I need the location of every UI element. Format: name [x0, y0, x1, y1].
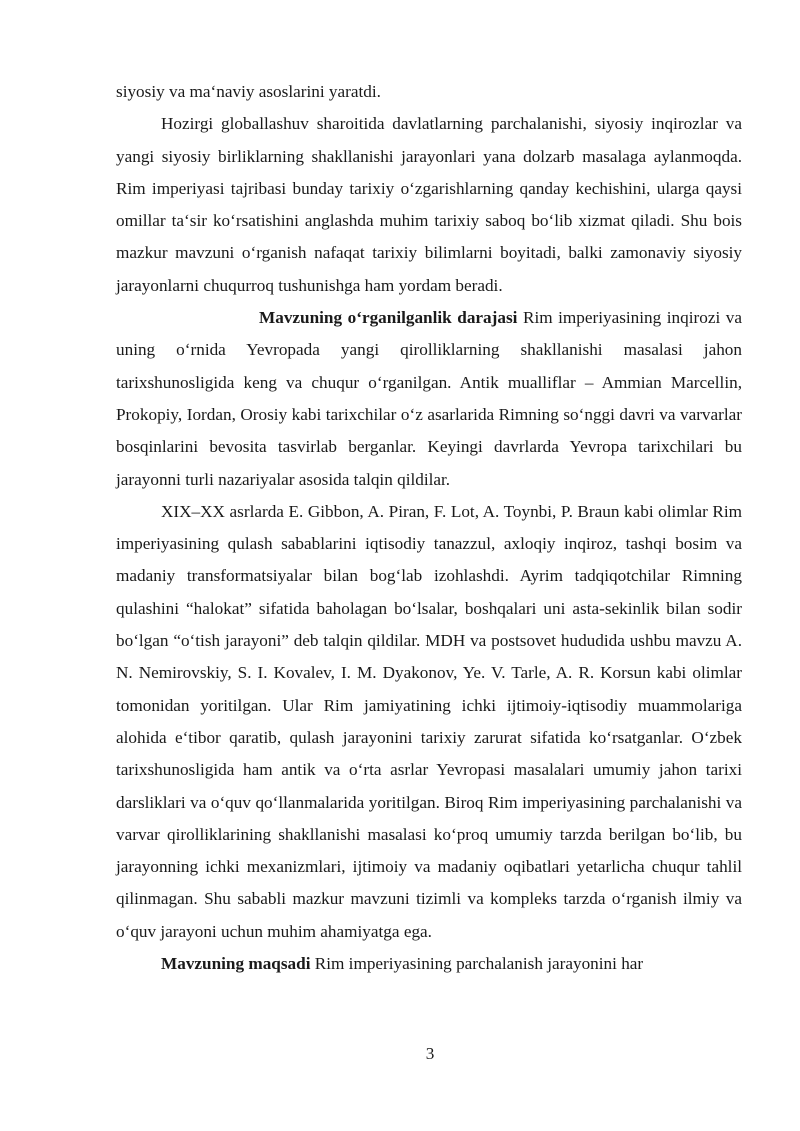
section-heading-inline: Mavzuning maqsadi — [161, 954, 311, 974]
paragraph-text: Hozirgi globallashuv sharoitida davlatlarning parchalanishi, siyosiy inqirozlar va yangi siyosiy birliklarning shakllanishi jarayonlari yana dolzarb masalaga aylanmoqda. Rim imperiyasi tajribasi bunday tarixiy o‘zgarishlarning qanday kechishini, ularga qaysi omillar ta‘sir ko‘rsatishini anglashda muhim tarixiy saboq bo‘lib xizmat qiladi. Shu bois mazkur mavzuni o‘rganish nafaqat tarixiy bilimlarni boyitadi, balki zamonaviy siyosiy jarayonlarni chuqurroq tushunishga ham yordam beradi. — [116, 114, 742, 295]
paragraph-research-degree — [116, 302, 742, 496]
page-number: 3 — [425, 1044, 435, 1063]
paragraph-text: siyosiy va ma‘naviy asoslarini yaratdi. — [116, 82, 381, 101]
body-text — [116, 76, 742, 980]
paragraph-text: Rim imperiyasining inqirozi va uning o‘rnida Yevropada yangi qirolliklarning shakllanishi masalasi jahon tarixshunosligida keng va chuqur o‘rganilgan. Antik mualliflar – Ammian Marcellin, Prokopiy, Iordan, Orosiy kabi tarixchilar o‘z asarlarida Rimning so‘nggi davri va varvarlar bosqinlarini bevosita tasvirlab berganlar. Keyingi davrlarda Yevropa tarixchilari bu jarayonni turli nazariyalar asosida talqin qildilar. — [116, 308, 743, 489]
section-heading-inline: Mavzuning o‘rganilganlik darajasi — [259, 308, 518, 328]
paragraph-continuation — [116, 76, 742, 108]
paragraph-text: Rim imperiyasining parchalanish jarayonini har — [310, 954, 644, 974]
paragraph-relevance — [116, 108, 742, 302]
paragraph-goal — [116, 948, 742, 980]
paragraph-historiography — [116, 496, 742, 948]
paragraph-text: XIX–XX asrlarda E. Gibbon, A. Piran, F. Lot, A. Toynbi, P. Braun kabi olimlar Rim imperiyasining qulash sabablarini iqtisodiy tanazzul, axloqiy inqiroz, tashqi bosim va madaniy transformatsiyalar bilan bog‘lab izohlashdi. Ayrim tadqiqotchilar Rimning qulashini “halokat” sifatida baholagan bo‘lsalar, boshqalari uni asta-sekinlik bilan sodir bo‘lgan “o‘tish jarayoni” deb talqin qildilar. MDH va postsovet hududida ushbu mavzu A. N. Nemirovskiy, S. I. Kovalev, I. M. Dyakonov, Ye. V. Tarle, A. R. Korsun kabi olimlar tomonidan yoritilgan. Ular Rim jamiyatining ichki ijtimoiy-iqtisodiy muammolariga alohida e‘tibor qaratib, qulash jarayonini tarixiy zarurat sifatida ko‘rsatganlar. O‘zbek tarixshunosligida ham antik va o‘rta asrlar Yevropasi masalalari umumiy jahon tarixi darsliklari va o‘quv qo‘llanmalarida yoritilgan. Biroq Rim imperiyasining parchalanishi va varvar qirolliklarining shakllanishi masalasi ko‘proq umumiy tarzda berilgan bo‘lib, bu jarayonning ichki mexanizmlari, ijtimoiy va madaniy oqibatlari yetarlicha chuqur tahlil qilinmagan. Shu sababli mazkur mavzuni tizimli va kompleks tarzda o‘rganish ilmiy va o‘quv jarayoni uchun muhim ahamiyatga ega. — [116, 501, 742, 941]
